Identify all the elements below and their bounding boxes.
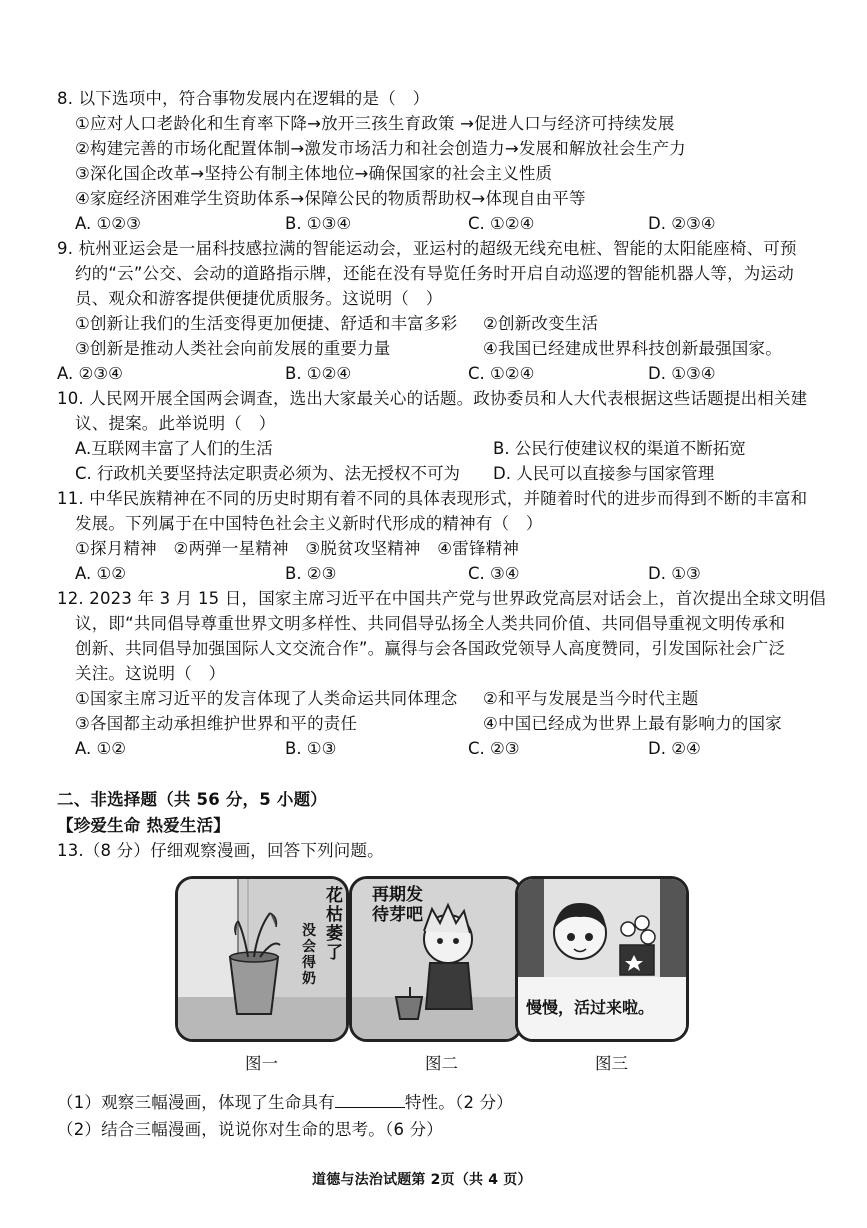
q9-item-2: ②创新改变生活 [483, 314, 599, 333]
comic-panel-2 [349, 876, 523, 1042]
q9-option-a: A. ②③④ [57, 364, 123, 383]
panel3-caption: 慢慢，活过来啦。 [526, 998, 655, 1017]
q8-option-b: B. ①③④ [285, 214, 352, 233]
q10-option-a: A.互联网丰富了人们的生活 [75, 439, 273, 458]
q9-stem-2: 约的“云”公交、会动的道路指示牌，还能在没有导览任务时开启自动巡逻的智能机器人等，为运动 [75, 264, 794, 283]
q12-stem-1: 12. 2023 年 3 月 15 日，国家主席习近平在中国共产党与世界政党高层对话会上，首次提出全球文明倡 [57, 589, 826, 608]
wilted-plant-illustration [178, 879, 346, 1039]
q11-option-d: D. ①③ [648, 564, 701, 583]
q12-item-1: ①国家主席习近平的发言体现了人类命运共同体理念 [75, 689, 458, 708]
panel1-caption-b: 没会得奶 [302, 923, 316, 987]
q12-stem-4: 关注。这说明（ ） [75, 664, 226, 683]
q9-option-d: D. ①③④ [648, 364, 716, 383]
q11-stem-2: 发展。下列属于在中国特色社会主义新时代形成的精神有（ ） [75, 514, 543, 533]
q13-stem: 13.（8 分）仔细观察漫画，回答下列问题。 [57, 841, 384, 860]
q9-item-3: ③创新是推动人类社会向前发展的重要力量 [75, 339, 391, 358]
q12-option-a: A. ①② [75, 739, 127, 758]
q11-option-a: A. ①② [75, 564, 127, 583]
q8-item-2: ②构建完善的市场化配置体制→激发市场活力和社会创造力→发展和解放社会生产力 [75, 139, 686, 158]
q9-item-1: ①创新让我们的生活变得更加便捷、舒适和丰富多彩 [75, 314, 458, 333]
q10-option-d: D. 人民可以直接参与国家管理 [493, 464, 715, 483]
panel2-caption: 再期发待芽吧 [372, 885, 423, 925]
q9-option-c: C. ①②④ [468, 364, 535, 383]
q13-sub2: （2）结合三幅漫画，说说你对生命的思考。（6 分） [57, 1120, 443, 1139]
q12-stem-3: 创新、共同倡导加强国际人文交流合作”。赢得与会各国政党领导人高度赞同，引发国际社会广泛 [75, 639, 786, 658]
q13-sub1-tail: 特性。（2 分） [404, 1093, 513, 1112]
q10-option-b: B. 公民行使建议权的渠道不断拓宽 [493, 439, 746, 458]
section-theme: 【珍爱生命 热爱生活】 [57, 816, 230, 835]
q10-option-c: C. 行政机关要坚持法定职责必须为、法无授权不可为 [75, 464, 461, 483]
q11-option-b: B. ②③ [285, 564, 337, 583]
q10-stem-1: 10. 人民网开展全国两会调查，选出大家最关心的话题。政协委员和人大代表根据这些话题提出相关建 [57, 389, 808, 408]
q8-stem: 8. 以下选项中，符合事物发展内在逻辑的是（ ） [57, 89, 430, 108]
q8-item-4: ④家庭经济困难学生资助体系→保障公民的物质帮助权→体现自由平等 [75, 189, 586, 208]
comic-panel-1 [175, 876, 349, 1042]
q9-item-4: ④我国已经建成世界科技创新最强国家。 [483, 339, 782, 358]
panel1-caption-a: 花枯萎了 [326, 886, 343, 963]
section-heading: 二、非选择题（共 56 分，5 小题） [57, 790, 327, 809]
q12-stem-2: 议，即“共同倡导尊重世界文明多样性、共同倡导弘扬全人类共同价值、共同倡导重视文明传承和 [75, 614, 786, 633]
q13-sub1 [57, 1092, 513, 1114]
q9-stem-1: 9. 杭州亚运会是一届科技感拉满的智能运动会，亚运村的超级无线充电桩、智能的太阳能座椅、可预 [57, 239, 797, 258]
q12-option-b: B. ①③ [285, 739, 337, 758]
q8-option-d: D. ②③④ [648, 214, 716, 233]
caption-fig2: 图二 [425, 1054, 458, 1073]
q8-option-a: A. ①②③ [75, 214, 141, 233]
q12-option-c: C. ②③ [468, 739, 520, 758]
q11-items: ①探月精神 ②两弹一星精神 ③脱贫攻坚精神 ④雷锋精神 [75, 539, 520, 558]
q8-option-c: C. ①②④ [468, 214, 535, 233]
comic-panel-3 [515, 876, 689, 1042]
q10-stem-2: 议、提案。此举说明（ ） [75, 414, 276, 433]
page-footer: 道德与法治试题第 2页（共 4 页） [312, 1172, 532, 1188]
q11-option-c: C. ③④ [468, 564, 520, 583]
q8-item-1: ①应对人口老龄化和生育率下降→放开三孩生育政策 →促进人口与经济可持续发展 [75, 114, 675, 133]
q9-option-b: B. ①②④ [285, 364, 352, 383]
q12-item-3: ③各国都主动承担维护世界和平的责任 [75, 714, 358, 733]
caption-fig1: 图一 [245, 1054, 278, 1073]
q8-item-3: ③深化国企改革→坚持公有制主体地位→确保国家的社会主义性质 [75, 164, 553, 183]
q11-stem-1: 11. 中华民族精神在不同的历史时期有着不同的具体表现形式，并随着时代的进步而得到不断的丰富和 [57, 489, 808, 508]
q12-option-d: D. ②④ [648, 739, 701, 758]
caption-fig3: 图三 [595, 1054, 628, 1073]
q9-stem-3: 员、观众和游客提供便捷优质服务。这说明（ ） [75, 289, 443, 308]
q13-sub1-text: （1）观察三幅漫画，体现了生命具有 [57, 1093, 335, 1112]
q12-item-2: ②和平与发展是当今时代主题 [483, 689, 699, 708]
answer-blank[interactable] [335, 1093, 405, 1108]
q12-item-4: ④中国已经成为世界上最有影响力的国家 [483, 714, 782, 733]
